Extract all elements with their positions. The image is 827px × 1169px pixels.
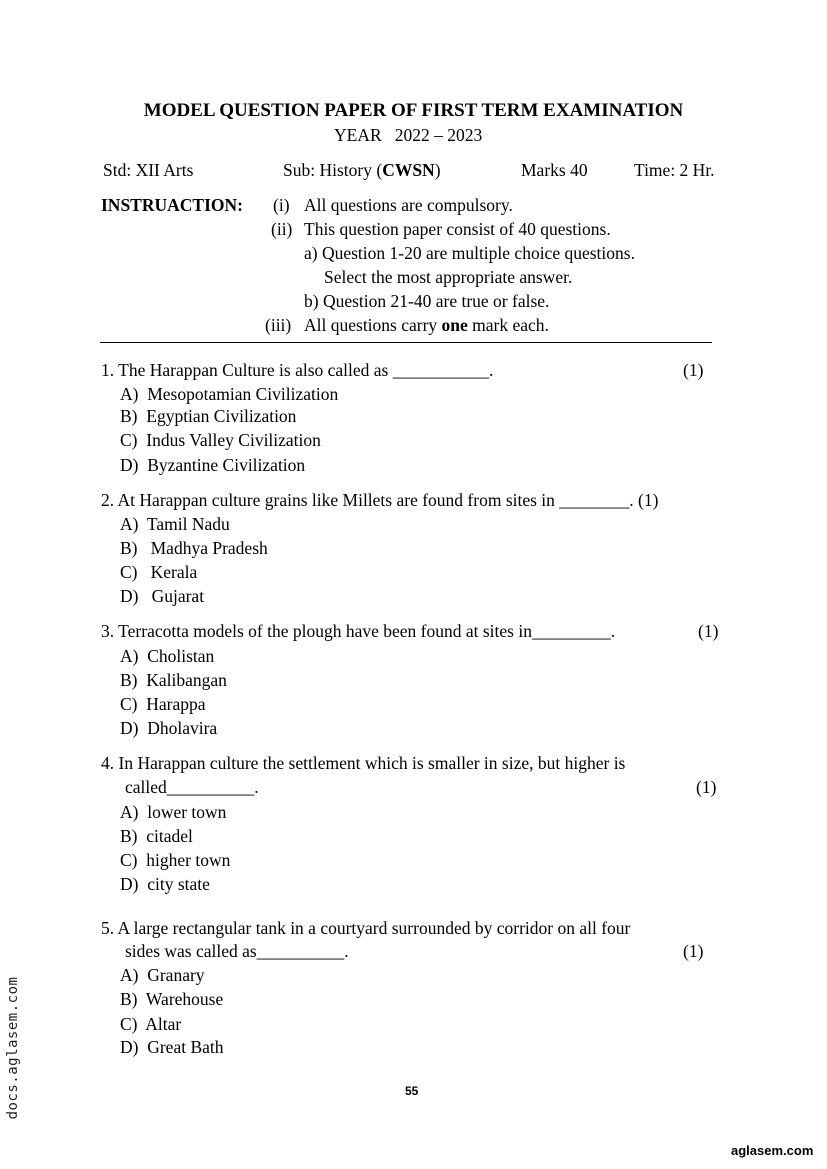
option-a: A) Mesopotamian Civilization — [120, 384, 339, 404]
corner-watermark: aglasem.com — [731, 1143, 814, 1158]
subject-suffix: ) — [434, 160, 441, 180]
question-mark: (1) — [683, 941, 704, 961]
instruction-num-1: (i) — [273, 195, 290, 215]
option-c: C) Indus Valley Civilization — [120, 430, 321, 450]
question-text: 2. At Harappan culture grains like Millets are found from sites in ________. (1) — [101, 490, 659, 510]
instruction-num-3: (iii) — [265, 315, 292, 335]
instruction-text-3-bold: one — [441, 315, 468, 335]
option-b: B) Madhya Pradesh — [120, 538, 268, 558]
option-a: A) Cholistan — [120, 646, 215, 666]
option-a: A) Tamil Nadu — [120, 514, 230, 534]
option-d: D) Byzantine Civilization — [120, 455, 306, 475]
question-mark: (1) — [698, 621, 719, 641]
marks-label: Marks 40 — [521, 160, 588, 180]
instruction-text-2a: a) Question 1-20 are multiple choice questions. — [304, 243, 635, 263]
instruction-text-2b: b) Question 21-40 are true or false. — [304, 291, 550, 311]
side-watermark: docs.aglasem.com — [5, 976, 21, 1120]
option-c: C) higher town — [120, 850, 231, 870]
instruction-text-3 — [304, 315, 549, 336]
subject-code: CWSN — [382, 160, 435, 180]
question-mark: (1) — [696, 777, 717, 797]
question-text: 3. Terracotta models of the plough have been found at sites in_________. — [101, 621, 616, 641]
option-d: D) city state — [120, 874, 210, 894]
option-a: A) lower town — [120, 802, 227, 822]
subject-label — [283, 160, 441, 181]
question-mark: (1) — [683, 360, 704, 380]
question-text-cont: called__________. — [125, 777, 259, 797]
option-c: C) Kerala — [120, 562, 198, 582]
option-c: C) Harappa — [120, 694, 206, 714]
option-d: D) Great Bath — [120, 1037, 224, 1057]
instruction-num-2: (ii) — [271, 219, 293, 239]
question-text: 4. In Harappan culture the settlement which is smaller in size, but higher is — [101, 753, 626, 773]
option-d: D) Gujarat — [120, 586, 205, 606]
option-b: B) Warehouse — [120, 989, 224, 1009]
instruction-text-2a-cont: Select the most appropriate answer. — [324, 267, 573, 287]
option-d: D) Dholavira — [120, 718, 218, 738]
option-c: C) Altar — [120, 1014, 182, 1034]
subject-prefix: Sub: History ( — [283, 160, 383, 180]
page-number: 55 — [405, 1084, 419, 1098]
paper-title: MODEL QUESTION PAPER OF FIRST TERM EXAMINATION — [143, 100, 684, 121]
instruction-text-1: All questions are compulsory. — [304, 195, 513, 215]
exam-year: YEAR 2022 – 2023 — [334, 125, 483, 145]
question-text-cont: sides was called as__________. — [125, 941, 349, 961]
instruction-text-2: This question paper consist of 40 questions. — [304, 219, 611, 239]
instruction-text-3-after: mark each. — [467, 315, 549, 335]
divider-line — [100, 342, 712, 343]
question-text: 5. A large rectangular tank in a courtyard surrounded by corridor on all four — [101, 918, 631, 938]
option-b: B) Egyptian Civilization — [120, 406, 297, 426]
standard-label: Std: XII Arts — [103, 160, 194, 180]
time-label: Time: 2 Hr. — [634, 160, 715, 180]
option-b: B) citadel — [120, 826, 193, 846]
instruction-text-3-before: All questions carry — [304, 315, 442, 335]
instructions-label: INSTRUACTION: — [101, 195, 243, 215]
option-a: A) Granary — [120, 965, 205, 985]
question-text: 1. The Harappan Culture is also called as ___________. — [101, 360, 494, 380]
option-b: B) Kalibangan — [120, 670, 227, 690]
